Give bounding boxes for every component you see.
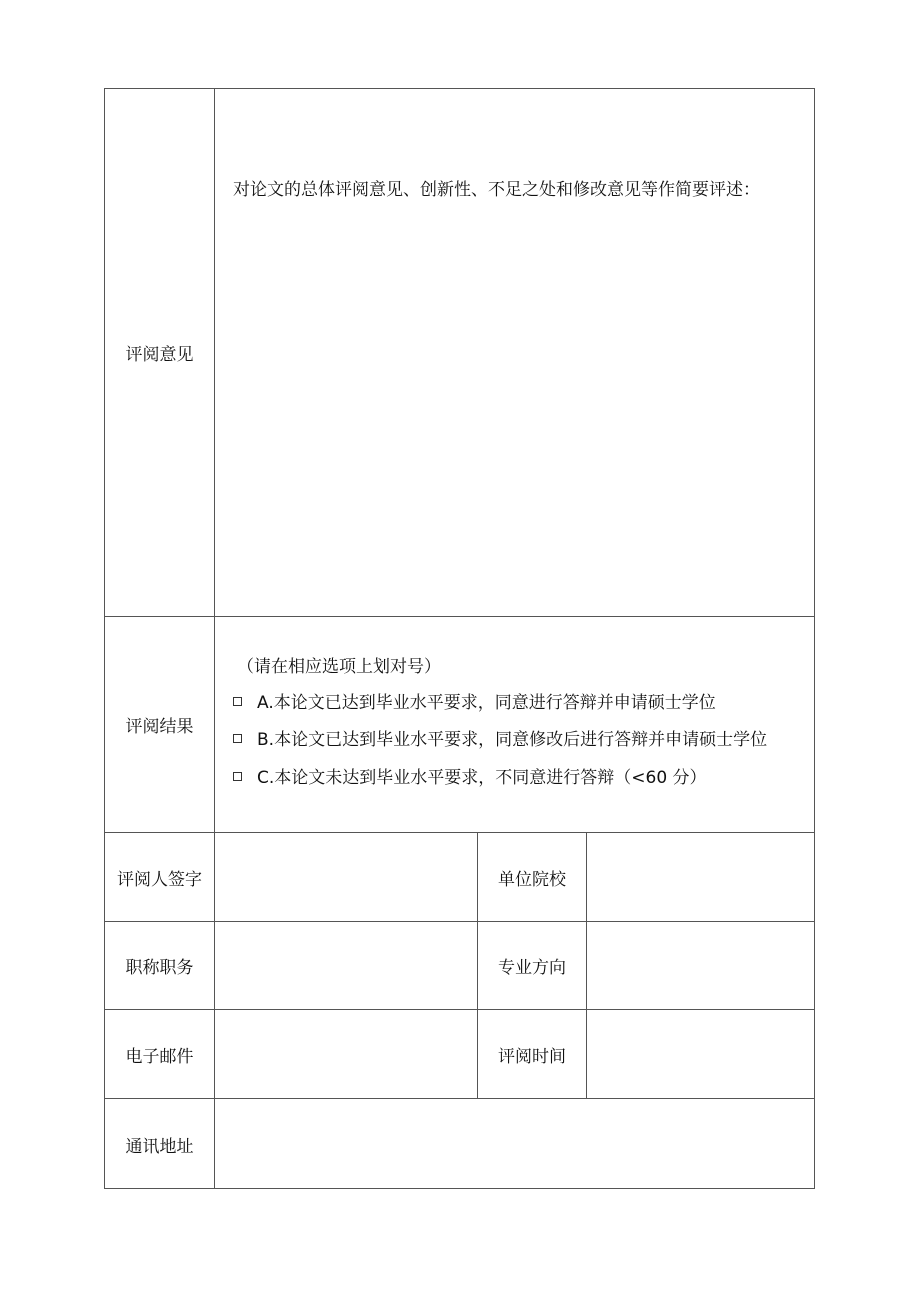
option-c-text: C.本论文未达到毕业水平要求，不同意进行答辩（<60 分） <box>257 768 707 788</box>
option-a[interactable] <box>233 688 716 713</box>
email-field[interactable] <box>215 1010 477 1098</box>
checkbox-a[interactable] <box>233 697 242 706</box>
mailing-address-label: 通讯地址 <box>125 1136 194 1157</box>
title-position-field[interactable] <box>215 922 477 1009</box>
review-time-field[interactable] <box>587 1010 815 1098</box>
checkbox-c[interactable] <box>233 772 242 781</box>
option-a-text: A.本论文已达到毕业水平要求，同意进行答辩并申请硕士学位 <box>257 693 716 713</box>
option-b[interactable] <box>233 725 767 750</box>
review-result-instruction: （请在相应选项上划对号） <box>237 657 441 677</box>
review-opinion-prompt: 对论文的总体评阅意见、创新性、不足之处和修改意见等作简要评述： <box>233 180 760 200</box>
option-b-text: B.本论文已达到毕业水平要求，同意修改后进行答辩并申请硕士学位 <box>257 730 768 750</box>
reviewer-signature-field[interactable] <box>215 833 477 921</box>
title-position-label: 职称职务 <box>125 958 194 978</box>
review-result-label: 评阅结果 <box>125 717 194 737</box>
major-direction-label: 专业方向 <box>498 958 566 978</box>
review-opinion-input-area[interactable] <box>215 219 815 615</box>
option-c[interactable] <box>233 763 707 788</box>
checkbox-b[interactable] <box>233 734 242 743</box>
institution-label: 单位院校 <box>498 869 566 890</box>
major-direction-field[interactable] <box>587 922 815 1009</box>
mailing-address-field[interactable] <box>215 1099 815 1189</box>
institution-field[interactable] <box>587 833 815 921</box>
review-opinion-label: 评阅意见 <box>125 345 194 365</box>
email-label: 电子邮件 <box>125 1046 194 1067</box>
review-form-table <box>104 88 815 1189</box>
review-time-label: 评阅时间 <box>498 1046 566 1067</box>
reviewer-signature-label: 评阅人签字 <box>117 869 202 890</box>
